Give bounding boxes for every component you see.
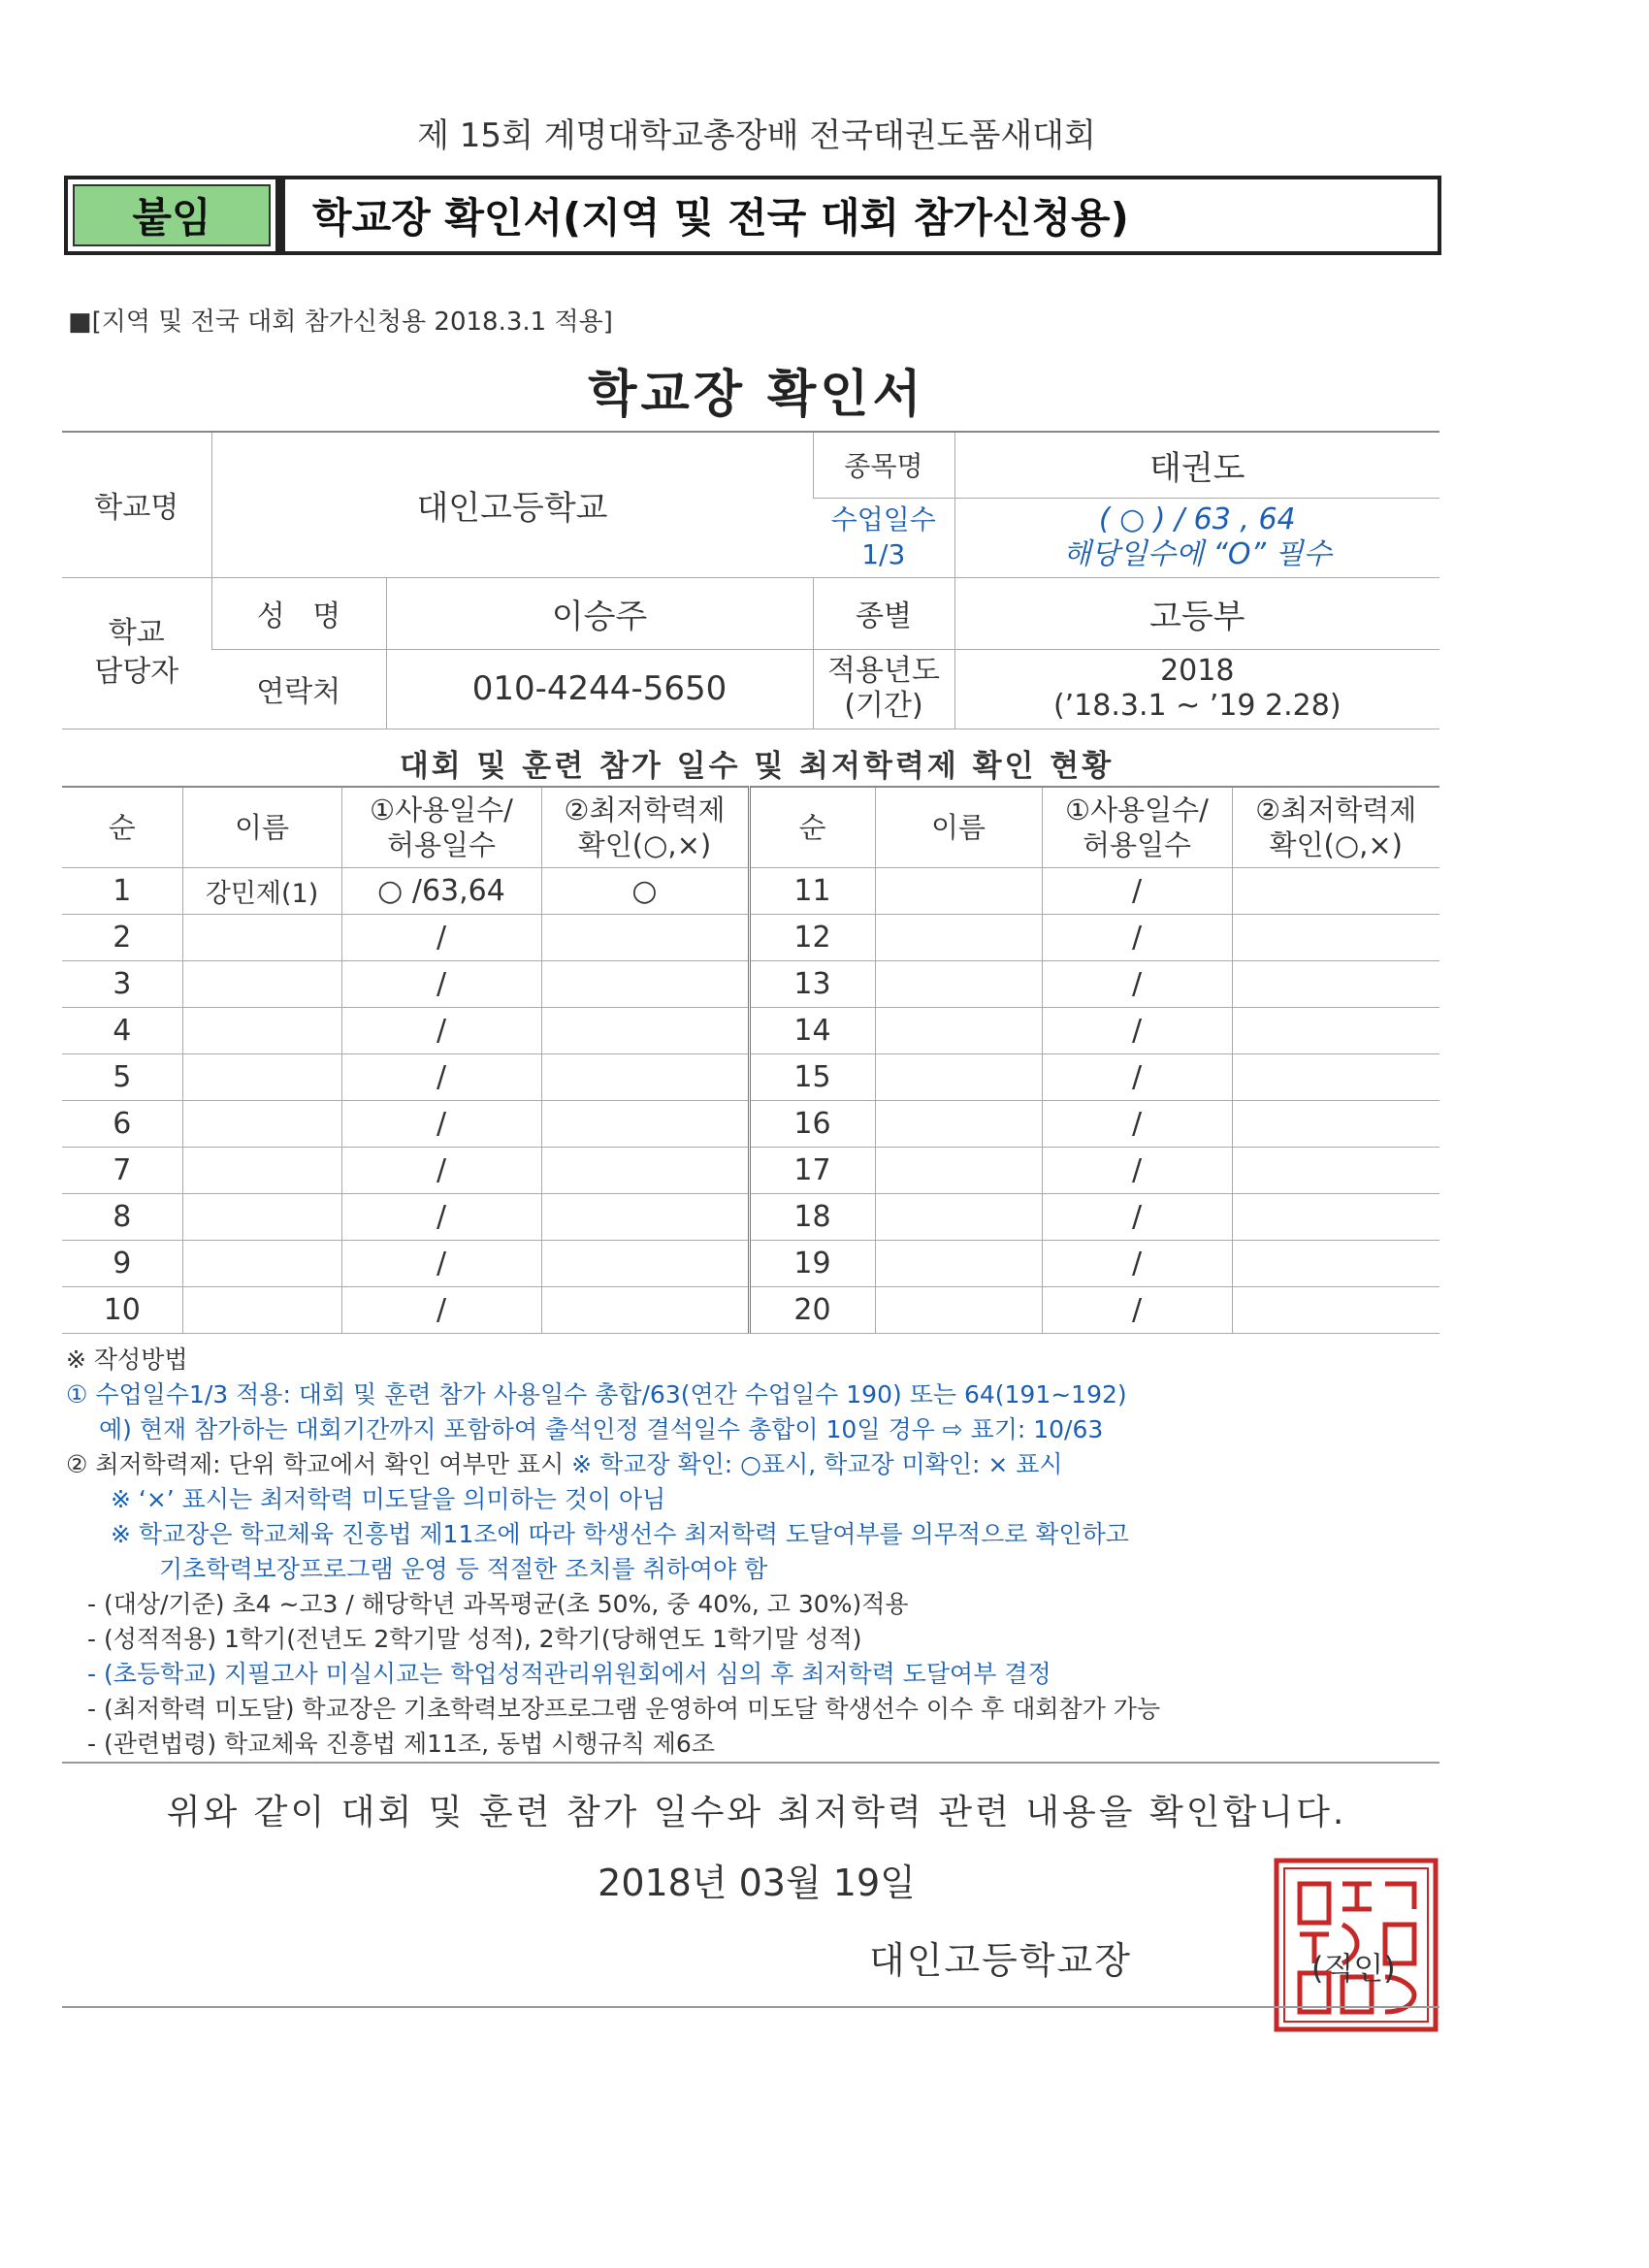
contact-label: 연락처 — [211, 649, 386, 729]
row-check-2 — [1232, 1008, 1439, 1054]
detail-2: - (성적적용) 1학기(전년도 2학기말 성적), 2학기(당해연도 1학기말 성적) — [87, 1625, 862, 1653]
col-name: 이름 — [182, 787, 341, 868]
participation-status-table — [62, 786, 1439, 1334]
row-no: 5 — [62, 1054, 182, 1101]
note-2a-text: ② 최저학력제: 단위 학교에서 확인 여부만 표시 — [66, 1450, 565, 1478]
row-days: / — [341, 1008, 541, 1054]
row-check — [541, 1008, 749, 1054]
note-2d: 기초학력보장프로그램 운영 등 적절한 조치를 취하여야 함 — [159, 1555, 768, 1583]
status-row — [62, 1054, 1439, 1101]
row-check-2 — [1232, 1101, 1439, 1148]
status-row — [62, 961, 1439, 1008]
row-no-2: 20 — [749, 1287, 875, 1334]
row-name-2 — [875, 1241, 1042, 1287]
row-name — [182, 961, 341, 1008]
row-days: / — [341, 1054, 541, 1101]
school-info-table — [62, 431, 1439, 729]
instructions-heading: ※ 작성방법 — [66, 1345, 188, 1374]
status-header-row — [62, 787, 1439, 868]
class-days-value — [954, 498, 1439, 577]
row-days: / — [341, 961, 541, 1008]
row-name-2 — [875, 1008, 1042, 1054]
row-check: ○ — [541, 868, 749, 915]
row-check-2 — [1232, 1287, 1439, 1334]
status-section-title: 대회 및 훈련 참가 일수 및 최저학력제 확인 현황 — [399, 749, 1115, 784]
row-no-2: 19 — [749, 1241, 875, 1287]
col-check-2-line1: ②최저학력제 — [1255, 794, 1417, 826]
col-check-2 — [1232, 787, 1439, 868]
manager-label-line2: 담당자 — [94, 655, 179, 689]
instructions — [66, 1343, 1463, 1762]
year-label — [813, 649, 954, 729]
col-days-line1: ①사용일수/ — [370, 794, 513, 826]
row-check — [541, 1241, 749, 1287]
status-row — [62, 1008, 1439, 1054]
status-row — [62, 868, 1439, 915]
status-row — [62, 1148, 1439, 1194]
status-row — [62, 1101, 1439, 1148]
row-check-2 — [1232, 1148, 1439, 1194]
row-name: 강민제(1) — [182, 868, 341, 915]
class-days-label — [813, 498, 954, 577]
row-check-2 — [1232, 868, 1439, 915]
status-body — [62, 868, 1439, 1334]
attachment-badge — [64, 176, 279, 255]
col-days — [341, 787, 541, 868]
row-name — [182, 1101, 341, 1148]
row-no-2: 14 — [749, 1008, 875, 1054]
row-check — [541, 1054, 749, 1101]
row-days: / — [341, 1194, 541, 1241]
status-row — [62, 1241, 1439, 1287]
row-no: 3 — [62, 961, 182, 1008]
row-name — [182, 915, 341, 961]
note-1b: 예) 현재 참가하는 대회기간까지 포함하여 출석인정 결석일수 총합이 10일 경우 ⇨ 표기: 10/63 — [99, 1415, 1104, 1443]
row-name — [182, 1148, 341, 1194]
row-days: / — [341, 1287, 541, 1334]
row-name — [182, 1241, 341, 1287]
attachment-badge-label: 붙임 — [73, 184, 271, 246]
note-2c: ※ 학교장은 학교체육 진흥법 제11조에 따라 학생선수 최저학력 도달여부를 의무적으로 확인하고 — [111, 1520, 1129, 1548]
document-title: 학교장 확인서 — [588, 366, 925, 424]
row-no-2: 17 — [749, 1148, 875, 1194]
row-name-2 — [875, 1101, 1042, 1148]
status-row — [62, 1194, 1439, 1241]
seal-mark: (직인) — [1311, 1950, 1396, 1987]
detail-3: - (초등학교) 지필고사 미실시교는 학업성적관리위원회에서 심의 후 최저학력 도달여부 결정 — [87, 1660, 1051, 1688]
row-no: 6 — [62, 1101, 182, 1148]
school-name-label: 학교명 — [62, 432, 211, 577]
detail-4: - (최저학력 미도달) 학교장은 기초학력보장프로그램 운영하여 미도달 학생선수 이수 후 대회참가 가능 — [87, 1695, 1161, 1723]
row-no: 9 — [62, 1241, 182, 1287]
row-check — [541, 915, 749, 961]
note-2b: ※ ‘×’ 표시는 최저학력 미도달을 의미하는 것이 아님 — [111, 1485, 666, 1513]
class-days-options: ( ○ ) / 63 , 64 — [1098, 502, 1296, 536]
row-check-2 — [1232, 1194, 1439, 1241]
row-check-2 — [1232, 961, 1439, 1008]
row-no-2: 15 — [749, 1054, 875, 1101]
sport-value: 태권도 — [954, 432, 1439, 498]
row-check — [541, 1101, 749, 1148]
document-date: 2018년 03월 19일 — [598, 1862, 916, 1904]
status-row — [62, 915, 1439, 961]
principal-name: 대인고등학교장 — [869, 1939, 1132, 1982]
row-days-2: / — [1042, 1054, 1232, 1101]
row-no: 4 — [62, 1008, 182, 1054]
class-days-label-line1: 수업일수 — [830, 503, 936, 535]
application-subnote: ■[지역 및 전국 대회 참가신청용 2018.3.1 적용] — [68, 308, 613, 337]
year-value — [954, 649, 1439, 729]
row-name — [182, 1054, 341, 1101]
row-days-2: / — [1042, 915, 1232, 961]
contact-value: 010-4244-5650 — [386, 649, 813, 729]
category-label: 종별 — [813, 577, 954, 649]
row-check-2 — [1232, 1054, 1439, 1101]
row-no: 1 — [62, 868, 182, 915]
col-days-2-line2: 허용일수 — [1082, 828, 1192, 861]
note-2a-blue: ※ 학교장 확인: ○표시, 학교장 미확인: × 표시 — [571, 1450, 1063, 1478]
row-no-2: 12 — [749, 915, 875, 961]
name-value: 이승주 — [386, 577, 813, 649]
row-days-2: / — [1042, 1241, 1232, 1287]
col-days-2 — [1042, 787, 1232, 868]
row-days-2: / — [1042, 1194, 1232, 1241]
class-days-note: 해당일수에 “O” 필수 — [1062, 537, 1332, 571]
class-days-label-line2: 1/3 — [861, 538, 906, 570]
header-title: 학교장 확인서(지역 및 전국 대회 참가신청용) — [279, 176, 1441, 255]
row-name — [182, 1008, 341, 1054]
row-days-2: / — [1042, 1287, 1232, 1334]
row-days: / — [341, 1241, 541, 1287]
row-name-2 — [875, 961, 1042, 1008]
note-2a — [66, 1447, 1463, 1482]
detail-1: - (대상/기준) 초4 ~고3 / 해당학년 과목평균(초 50%, 중 40%, 고 30%)적용 — [87, 1590, 909, 1618]
col-check-line1: ②최저학력제 — [564, 794, 726, 826]
row-no-2: 18 — [749, 1194, 875, 1241]
detail-5: - (관련법령) 학교체육 진흥법 제11조, 동법 시행규칙 제6조 — [87, 1730, 715, 1758]
col-days-line2: 허용일수 — [386, 828, 497, 861]
row-check-2 — [1232, 1241, 1439, 1287]
manager-label-line1: 학교 — [108, 616, 165, 650]
row-days-2: / — [1042, 961, 1232, 1008]
row-check — [541, 1148, 749, 1194]
col-no-2: 순 — [749, 787, 875, 868]
row-no: 2 — [62, 915, 182, 961]
row-name-2 — [875, 868, 1042, 915]
category-value: 고등부 — [954, 577, 1439, 649]
row-no-2: 11 — [749, 868, 875, 915]
col-check — [541, 787, 749, 868]
school-name-value: 대인고등학교 — [211, 432, 813, 577]
col-check-line2: 확인(○,×) — [577, 828, 712, 861]
name-label: 성 명 — [211, 577, 386, 649]
row-name-2 — [875, 1054, 1042, 1101]
row-no-2: 13 — [749, 961, 875, 1008]
row-no: 10 — [62, 1287, 182, 1334]
row-check — [541, 1287, 749, 1334]
confirmation-statement: 위와 같이 대회 및 훈련 참가 일수와 최저학력 관련 내용을 확인합니다. — [166, 1793, 1347, 1832]
row-check-2 — [1232, 915, 1439, 961]
row-check — [541, 1194, 749, 1241]
row-name-2 — [875, 1194, 1042, 1241]
status-row — [62, 1287, 1439, 1334]
row-days: ○ /63,64 — [341, 868, 541, 915]
row-check — [541, 961, 749, 1008]
year-label-line1: 적용년도 — [827, 654, 940, 688]
col-check-2-line2: 확인(○,×) — [1269, 828, 1403, 861]
row-name-2 — [875, 1287, 1042, 1334]
row-days: / — [341, 1101, 541, 1148]
event-title: 제 15회 계명대학교총장배 전국태권도품새대회 — [417, 116, 1096, 155]
row-days-2: / — [1042, 1008, 1232, 1054]
rule-top — [62, 1762, 1439, 1764]
row-no: 7 — [62, 1148, 182, 1194]
col-no: 순 — [62, 787, 182, 868]
row-days: / — [341, 915, 541, 961]
row-days: / — [341, 1148, 541, 1194]
year-value-line1: 2018 — [1160, 654, 1235, 688]
row-days-2: / — [1042, 1148, 1232, 1194]
year-value-line2: (’18.3.1 ~ ’19 2.28) — [1052, 689, 1342, 723]
manager-label — [62, 577, 211, 729]
year-label-line2: (기간) — [844, 689, 923, 723]
row-days-2: / — [1042, 868, 1232, 915]
row-name — [182, 1287, 341, 1334]
sport-label: 종목명 — [813, 432, 954, 498]
row-name — [182, 1194, 341, 1241]
note-1a: ① 수업일수1/3 적용: 대회 및 훈련 참가 사용일수 총합/63(연간 수업일수 190) 또는 64(191~192) — [66, 1380, 1127, 1409]
col-days-2-line1: ①사용일수/ — [1065, 794, 1209, 826]
row-no-2: 16 — [749, 1101, 875, 1148]
row-name-2 — [875, 1148, 1042, 1194]
row-no: 8 — [62, 1194, 182, 1241]
rule-bottom — [62, 2006, 1439, 2008]
col-name-2: 이름 — [875, 787, 1042, 868]
row-days-2: / — [1042, 1101, 1232, 1148]
row-name-2 — [875, 915, 1042, 961]
